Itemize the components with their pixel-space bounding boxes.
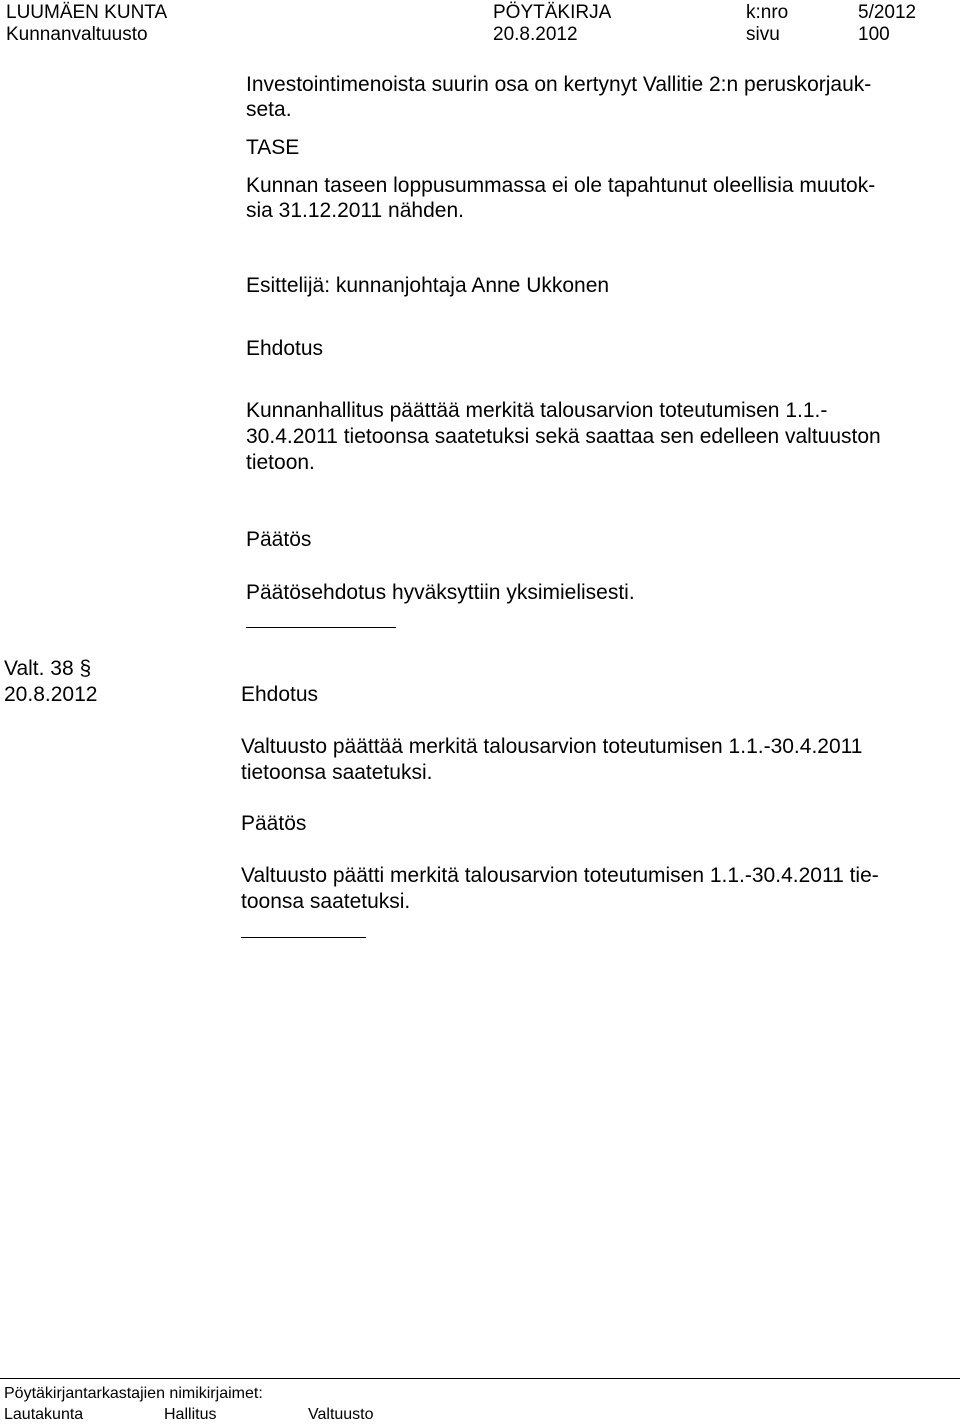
knro-label: k:nro (746, 2, 789, 23)
meeting-date: 20.8.2012 (493, 24, 578, 45)
page-number: 100 (858, 24, 890, 45)
decision-heading: Päätös (246, 528, 312, 551)
signature-field-lautakunta: Lautakunta (4, 1406, 84, 1423)
footer-rule (0, 1378, 960, 1379)
section-divider (241, 937, 366, 938)
proposal-heading: Ehdotus (246, 337, 324, 360)
proposal-text-line: Kunnanhallitus päättää merkitä talousarvion toteutumisen 1.1.- (246, 399, 828, 422)
signatures-label: Pöytäkirjantarkastajien nimikirjaimet: (4, 1385, 263, 1402)
council-decision-line: toonsa saatetuksi. (241, 890, 411, 913)
signature-field-hallitus: Hallitus (164, 1406, 217, 1423)
governing-body: Kunnanvaltuusto (6, 24, 148, 45)
sivu-label: sivu (746, 24, 780, 45)
council-decision-line: Valtuusto päätti merkitä talousarvion toteutumisen 1.1.-30.4.2011 tie- (241, 864, 879, 887)
council-proposal-line: tietoonsa saatetuksi. (241, 761, 433, 784)
council-decision-heading: Päätös (241, 812, 307, 835)
council-date: 20.8.2012 (4, 683, 98, 706)
knro-value: 5/2012 (858, 2, 917, 23)
proposal-text-line: 30.4.2011 tietoonsa saatetuksi sekä saattaa sen edelleen valtuuston (246, 425, 881, 448)
decision-text: Päätösehdotus hyväksyttiin yksimielisesti. (246, 581, 635, 604)
tase-text-line: sia 31.12.2011 nähden. (246, 199, 464, 222)
section-divider (246, 627, 396, 628)
tase-heading: TASE (246, 136, 300, 159)
proposal-text-line: tietoon. (246, 451, 315, 474)
signature-field-valtuusto: Valtuusto (308, 1406, 374, 1423)
intro-text-line: seta. (246, 98, 292, 121)
document-type: PÖYTÄKIRJA (493, 2, 612, 23)
tase-text-line: Kunnan taseen loppusummassa ei ole tapahtunut oleellisia muutok- (246, 174, 876, 197)
council-proposal-heading: Ehdotus (241, 683, 319, 706)
organization-name: LUUMÄEN KUNTA (6, 2, 168, 23)
section-reference: Valt. 38 § (4, 657, 92, 680)
council-proposal-line: Valtuusto päättää merkitä talousarvion toteutumisen 1.1.-30.4.2011 (241, 735, 863, 758)
intro-text-line: Investointimenoista suurin osa on kertynyt Vallitie 2:n peruskorjauk- (246, 73, 872, 96)
presenter-line: Esittelijä: kunnanjohtaja Anne Ukkonen (246, 274, 610, 297)
